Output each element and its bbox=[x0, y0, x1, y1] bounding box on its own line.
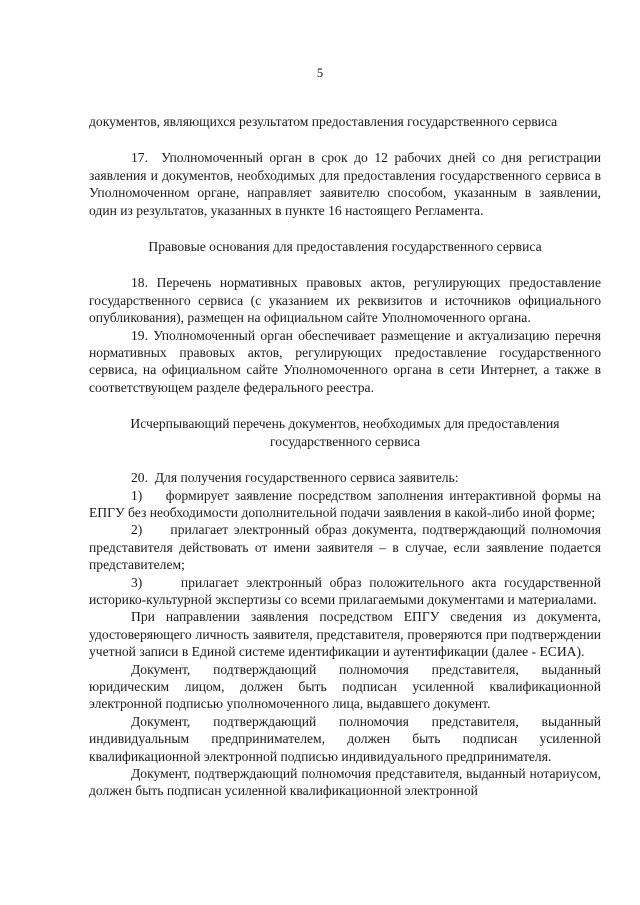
paragraph-17: 17. Уполномоченный орган в срок до 12 рабочих дней со дня регистрации заявления и документов, необходимых для предоставления государственного сервиса в Уполномоченном органе, направляет заявителю способом, указанным в заявлении, один из результатов, указанных в пункте 16 настоящего Регламента. bbox=[89, 150, 601, 218]
paragraph-19: 19. Уполномоченный орган обеспечивает размещение и актуализацию перечня нормативных правовых актов, регулирующих предоставление государственного сервиса, на официальном сайте Уполномоченного органа в сети Интернет, а также в соответствующем разделе федерального реестра. bbox=[89, 327, 601, 395]
paragraph-entrepreneur: Документ, подтверждающий полномочия представителя, выданный индивидуальным предпринимателем, должен быть подписан усиленной квалификационной электронной подписью индивидуального предпринимателя. bbox=[89, 713, 601, 764]
paragraph-esia: При направлении заявления посредством ЕПГУ сведения из документа, удостоверяющего личность заявителя, представителя, проверяются при подтверждении учетной записи в Единой системе идентификации и аутентификации (далее - ЕСИА). bbox=[89, 609, 601, 660]
paragraph-notary: Документ, подтверждающий полномочия представителя, выданный нотариусом, должен быть подписан усиленной квалификационной электронной bbox=[89, 766, 601, 799]
paragraph-legal-entity: Документ, подтверждающий полномочия представителя, выданный юридическим лицом, должен быть подписан усиленной квалификационной электронной подписью уполномоченного лица, выдавшего документ. bbox=[89, 661, 601, 712]
page-number: 5 bbox=[316, 66, 324, 80]
section-heading-legal-basis: Правовые основания для предоставления государственного сервиса bbox=[148, 239, 542, 255]
paragraph-continuation: документов, являющихся результатом предоставления государственного сервиса bbox=[89, 114, 558, 129]
list-item-2: 2) прилагает электронный образ документа, подтверждающий полномочия представителя действовать от имени заявителя – в случае, если заявление подается представителем; bbox=[89, 522, 601, 573]
document-body bbox=[89, 113, 601, 800]
section-heading-documents-list: Исчерпывающий перечень документов, необходимых для предоставления государственного сервиса bbox=[130, 416, 560, 449]
list-item-1: 1) формирует заявление посредством заполнения интерактивной формы на ЕПГУ без необходимости дополнительной подачи заявления в какой-либо иной форме; bbox=[89, 487, 601, 520]
paragraph-20: 20. Для получения государственного сервиса заявитель: bbox=[131, 470, 459, 486]
list-item-3: 3) прилагает электронный образ положительного акта государственной историко-культурной экспертизы со всеми прилагаемыми документами и материалами. bbox=[89, 574, 601, 607]
paragraph-18: 18. Перечень нормативных правовых актов, регулирующих предоставление государственного сервиса (с указанием их реквизитов и источников официального опубликования), размещен на официальном сайте Уполномоченного органа. bbox=[89, 275, 601, 326]
